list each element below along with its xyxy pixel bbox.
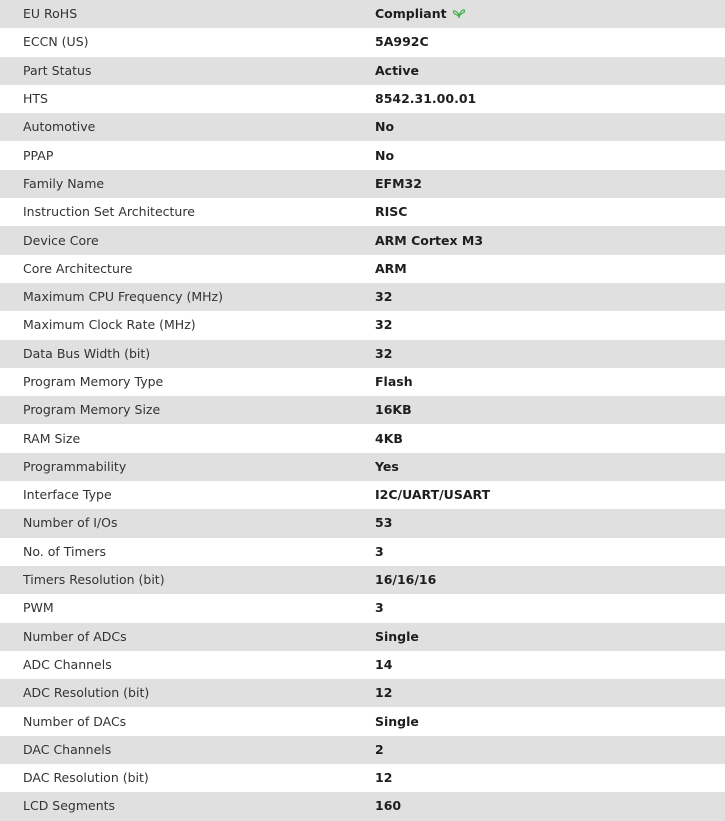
table-row — [0, 0, 725, 28]
spec-value: I2C/UART/USART — [375, 487, 491, 503]
spec-value: Single — [375, 713, 419, 729]
table-row — [0, 255, 725, 283]
spec-value: 12 — [375, 770, 393, 786]
table-row — [0, 566, 725, 594]
table-row — [0, 113, 725, 141]
table-row — [0, 198, 725, 226]
spec-label: EU RoHS — [23, 6, 78, 22]
leaf-icon — [452, 8, 466, 22]
table-row — [0, 311, 725, 339]
table-row — [0, 283, 725, 311]
table-row — [0, 226, 725, 254]
table-row — [0, 509, 725, 537]
spec-value: Yes — [375, 458, 399, 474]
table-row — [0, 764, 725, 792]
spec-value: 16KB — [375, 402, 412, 418]
spec-value: 32 — [375, 345, 393, 361]
spec-label: ADC Resolution (bit) — [23, 685, 150, 701]
spec-value: 16/16/16 — [375, 572, 437, 588]
table-row — [0, 141, 725, 169]
spec-label: PWM — [23, 600, 54, 616]
spec-value: No — [375, 147, 395, 163]
spec-label: Maximum CPU Frequency (MHz) — [23, 289, 223, 305]
table-row — [0, 792, 725, 820]
spec-value: 2 — [375, 741, 384, 757]
spec-label: Number of DACs — [23, 713, 127, 729]
table-row — [0, 538, 725, 566]
spec-value: 12 — [375, 685, 393, 701]
spec-label: PPAP — [23, 147, 54, 163]
spec-value: 3 — [375, 600, 384, 616]
table-row — [0, 85, 725, 113]
table-row — [0, 736, 725, 764]
spec-value: 160 — [375, 798, 402, 814]
spec-value: Flash — [375, 374, 413, 389]
table-row — [0, 424, 725, 452]
spec-value: No — [375, 119, 395, 135]
spec-value: ARM Cortex M3 — [375, 232, 484, 248]
spec-label: LCD Segments — [23, 798, 116, 814]
spec-value: 8542.31.00.01 — [375, 91, 477, 107]
table-row — [0, 340, 725, 368]
spec-value: ARM — [375, 260, 407, 276]
spec-value: Single — [375, 628, 419, 644]
table-row — [0, 623, 725, 651]
spec-label: Programmability — [23, 458, 127, 474]
spec-value: 32 — [375, 289, 393, 305]
table-row — [0, 170, 725, 198]
table-row — [0, 396, 725, 424]
table-row — [0, 481, 725, 509]
spec-label: HTS — [23, 91, 48, 107]
spec-label: Number of ADCs — [23, 628, 127, 644]
spec-label: Maximum Clock Rate (MHz) — [23, 317, 196, 333]
spec-label: RAM Size — [23, 430, 81, 446]
spec-value: 53 — [375, 515, 393, 531]
spec-label: DAC Resolution (bit) — [23, 770, 149, 786]
spec-label: Automotive — [23, 119, 96, 135]
spec-label: Interface Type — [23, 487, 112, 503]
table-row — [0, 707, 725, 735]
spec-value: 3 — [375, 543, 384, 559]
table-row — [0, 679, 725, 707]
table-row — [0, 651, 725, 679]
spec-value — [375, 0, 725, 28]
spec-label: Data Bus Width (bit) — [23, 345, 151, 361]
spec-value: 5A992C — [375, 34, 429, 50]
spec-value: 4KB — [375, 430, 403, 446]
table-row — [0, 28, 725, 56]
spec-value: 32 — [375, 317, 393, 333]
table-row — [0, 594, 725, 622]
spec-label: Number of I/Os — [23, 515, 118, 531]
spec-label: Instruction Set Architecture — [23, 204, 195, 220]
spec-value: EFM32 — [375, 175, 422, 191]
spec-label: ECCN (US) — [23, 34, 89, 50]
spec-label: Core Architecture — [23, 260, 133, 276]
spec-label: Timers Resolution (bit) — [23, 572, 165, 588]
spec-label: Device Core — [23, 232, 99, 248]
spec-value: RISC — [375, 204, 408, 220]
table-row — [0, 57, 725, 85]
spec-label: No. of Timers — [23, 543, 106, 559]
spec-label: Program Memory Type — [23, 374, 164, 389]
spec-label: DAC Channels — [23, 741, 112, 757]
spec-label: Program Memory Size — [23, 402, 161, 418]
spec-value: Active — [375, 62, 419, 78]
spec-value: 14 — [375, 656, 393, 672]
spec-label: ADC Channels — [23, 656, 112, 672]
spec-value-text: Compliant — [375, 5, 447, 21]
table-row — [0, 453, 725, 481]
spec-label: Family Name — [23, 175, 105, 191]
spec-label: Part Status — [23, 62, 92, 78]
table-row — [0, 368, 725, 396]
